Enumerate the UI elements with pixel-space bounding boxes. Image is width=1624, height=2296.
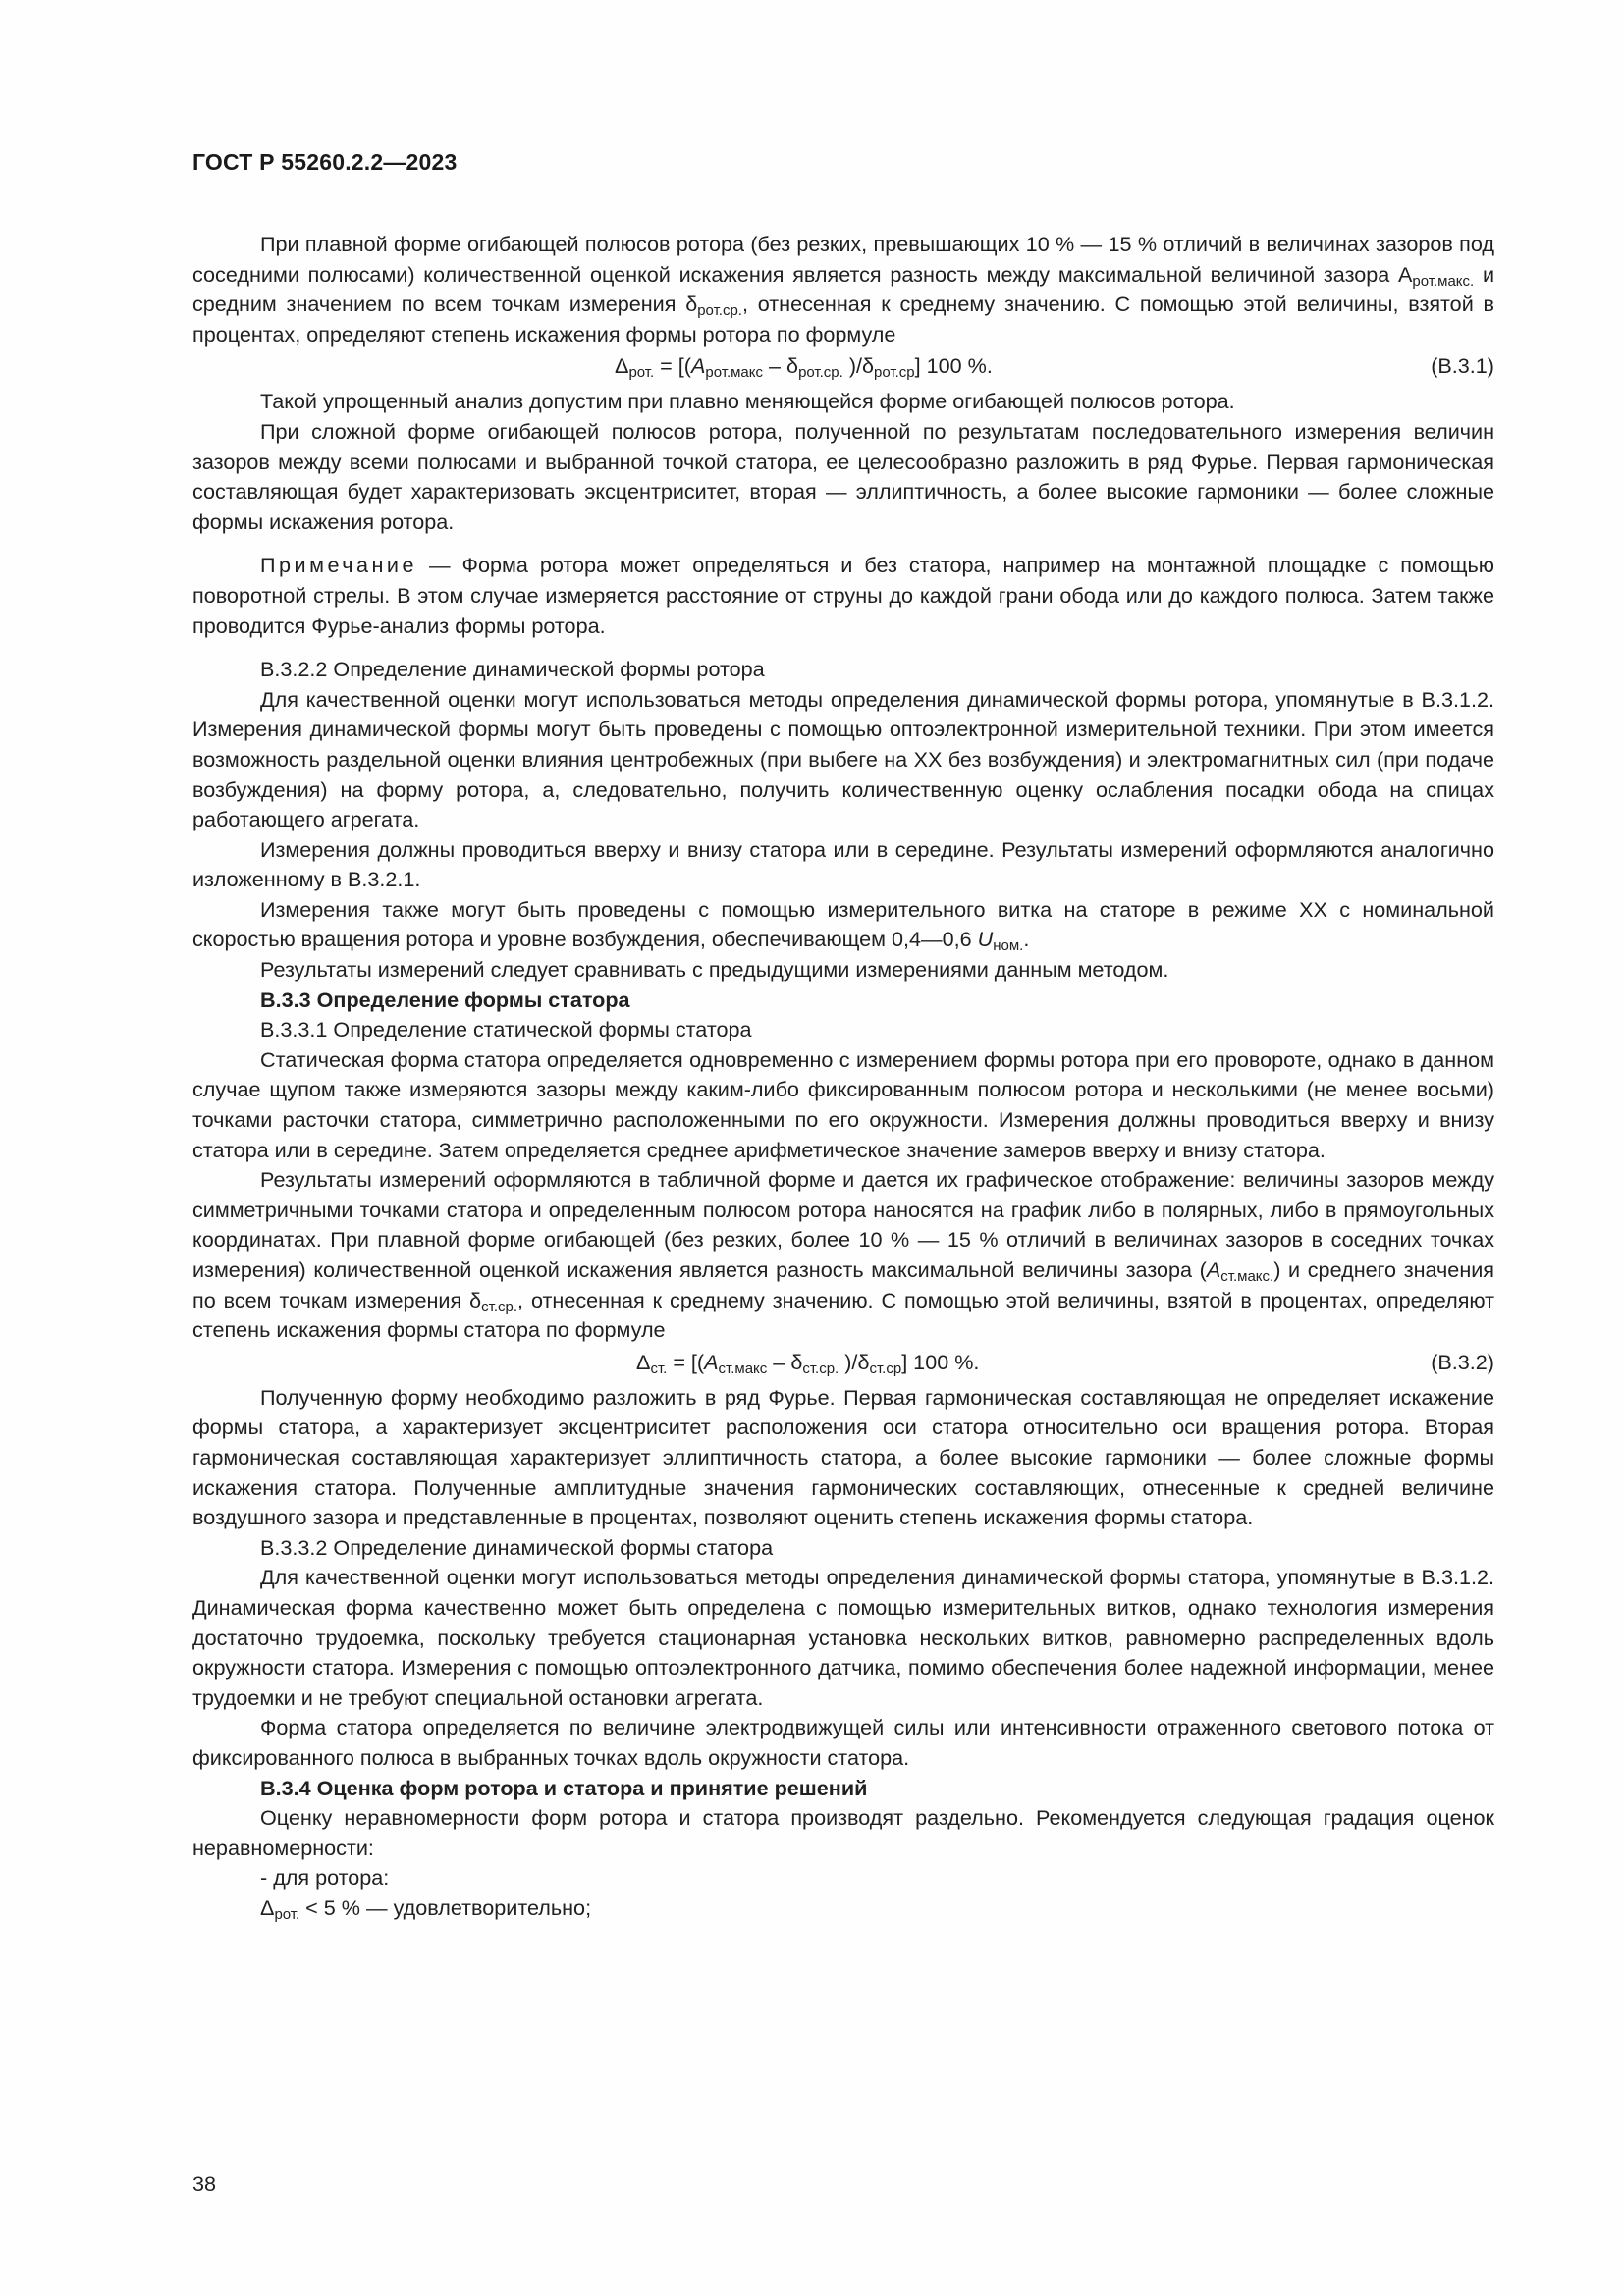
heading-b332: В.3.3.2 Определение динамической формы статора [260, 1534, 774, 1560]
heading-b331: В.3.3.1 Определение статической формы статора [260, 1017, 752, 1042]
heading-b322: В.3.2.2 Определение динамической формы ротора [260, 657, 765, 682]
paragraph-compare-results: Результаты измерений следует сравнивать с предыдущими измерениями данным методом. [260, 957, 1169, 983]
list-item-rotor-criterion: $\Delta_{рот.} < 5$ % — удовлетворительно; [260, 1895, 592, 1923]
paragraph-fourier-stator: Полученную форму необходимо разложить в ряд Фурье. Первая гармоническая составляющая не определяет искажение формы статора, а характеризует эксцентриситет расположения оси статора относительно оси вращения ротора. Вторая гармоническая составляющая характеризует эллиптичность статора, а более высокие гармоники — более сложные формы искажения статора. Полученные амплитудные значения гармонических составляющих, отнесенные к средней величине воздушного зазора и представленные в процентах, позволяют оценить степень искажения формы статора. [192, 1384, 1494, 1530]
document-body [192, 222, 1494, 1923]
list-item-rotor: - для ротора: [260, 1865, 390, 1891]
paragraph-simplified-analysis: Такой упрощенный анализ допустим при плавно меняющейся форме огибающей полюсов ротора. [260, 389, 1235, 414]
formula-b31-number: (В.3.1) [1431, 353, 1494, 379]
paragraph-dynamic-stator-methods: Для качественной оценки могут использоваться методы определения динамической формы статора, упомянутые в В.3.1.2. Динамическая форма качественно может быть определена с помощью измерительных витков, однако технология измерения достаточно трудоемка, поскольку требуется стационарная установка нескольких витков, равномерно распределенных вдоль окружности статора. Измерения с помощью оптоэлектронного датчика, помимо обеспечения более надежной информации, менее трудоемки и не требуют специальной остановки агрегата. [192, 1565, 1494, 1710]
paragraph-complex-form: При сложной форме огибающей полюсов ротора, полученной по результатам последовательного измерения величин зазоров между всеми полюсами и выбранной точкой статора, ее целесообразно разложить в ряд Фурье. Первая гармоническая составляющая будет характеризовать эксцентриситет, вторая — эллиптичность, а более высокие гармоники — более сложные формы искажения ротора. [192, 418, 1494, 534]
paragraph-measurement-location: Измерения должны проводиться вверху и внизу статора или в середине. Результаты измерений оформляются аналогично изложенному в В.3.2.1. [192, 836, 1494, 892]
formula-b31 [192, 351, 1494, 385]
heading-b34: В.3.4 Оценка форм ротора и статора и принятие решений [260, 1775, 868, 1800]
formula-b32-expression: $\Delta_{ст.} = [(А_{ст.макс} - \delta_{ст.ср.}$ )$/\delta_{ст.ср}$] 100 %. [636, 1349, 980, 1377]
heading-b33: В.3.3 Определение формы статора [260, 987, 630, 1012]
formula-b31-expression: $\Delta_{рот.} = [(А_{рот.макс} - \delta_{рот.ср.}$ )$/\delta_{рот.ср}$] 100 %. [615, 353, 993, 382]
paragraph-evaluation: Оценку неравномерности форм ротора и статора производят раздельно. Рекомендуется следующая градация оценок неравномерности: [192, 1805, 1494, 1860]
document-header: ГОСТ Р 55260.2.2—2023 [192, 149, 458, 175]
paragraph-dynamic-rotor-methods: Для качественной оценки могут использоваться методы определения динамической формы ротора, упомянутые в В.3.1.2. Измерения динамической формы могут быть проведены с помощью оптоэлектронной измерительной техники. При этом имеется возможность раздельной оценки влияния центробежных (при выбеге на ХХ без возбуждения) и электромагнитных сил (при подаче возбуждения) на форму ротора, а, следовательно, получить количественную оценку ослабления посадки обода на спицах работающего агрегата. [192, 686, 1494, 832]
paragraph-measurement-coil: Измерения также могут быть проведены с помощью измерительного витка на статоре в режиме ХХ с номинальной скоростью вращения ротора и уровне возбуждения, обеспечивающем 0,4—0,6 $U_{ном.}$. [192, 896, 1494, 955]
paragraph-stator-results: Результаты измерений оформляются в табличной форме и дается их графическое отображение: величины зазоров между симметричными точками статора и определенным полюсом ротора наносятся на график либо в полярных, либо в прямоугольных координатах. При плавной форме огибающей (без резких, более 10 % — 15 % отличий в величинах зазоров в соседних точках измерения) количественной оценкой искажения является разность максимальной величины зазора $(А_{ст.макс.})$ и среднего значения по всем точкам измерения $\delta_{ст.ср.}$, отнесенная к среднему значению. С помощью этой величины, взятой в процентах, определяют степень искажения формы статора по формуле [192, 1167, 1494, 1343]
formula-b32-number: (В.3.2) [1431, 1349, 1494, 1374]
paragraph-static-stator-form: Статическая форма статора определяется одновременно с измерением формы ротора при его провороте, однако в данном случае щупом также измеряются зазоры между каким-либо фиксированным полюсом ротора и несколькими (не менее восьми) точками расточки статора, симметрично расположенными по его окружности. Измерения должны проводиться вверху и внизу статора или в середине. Затем определяется среднее арифметическое значение замеров вверху и внизу статора. [192, 1046, 1494, 1162]
page-number: 38 [192, 2171, 217, 2196]
note-rotor-form: Примечание — Форма ротора может определяться и без статора, например на монтажной площадке с помощью поворотной стрелы. В этом случае измеряется расстояние от струны до каждой грани обода или до каждого полюса. Затем также проводится Фурье-анализ формы ротора. [192, 553, 1494, 638]
paragraph-rotor-plain-form: При плавной форме огибающей полюсов ротора (без резких, превышающих 10 % — 15 % отличий в величинах зазоров под соседними полюсами) количественной оценкой искажения является разность между максимальной величиной зазора $А_{рот.макс.}$ и средним значением по всем точкам измерения $\delta_{рот.ср.}$, отнесенная к среднему значению. С помощью этой величины, взятой в процентах, определяют степень искажения формы ротора по формуле [192, 232, 1495, 347]
formula-b32 [192, 1348, 1494, 1381]
paragraph-stator-emf: Форма статора определяется по величине электродвижущей силы или интенсивности отраженного светового потока от фиксированного полюса в выбранных точках вдоль окружности статора. [192, 1715, 1494, 1770]
